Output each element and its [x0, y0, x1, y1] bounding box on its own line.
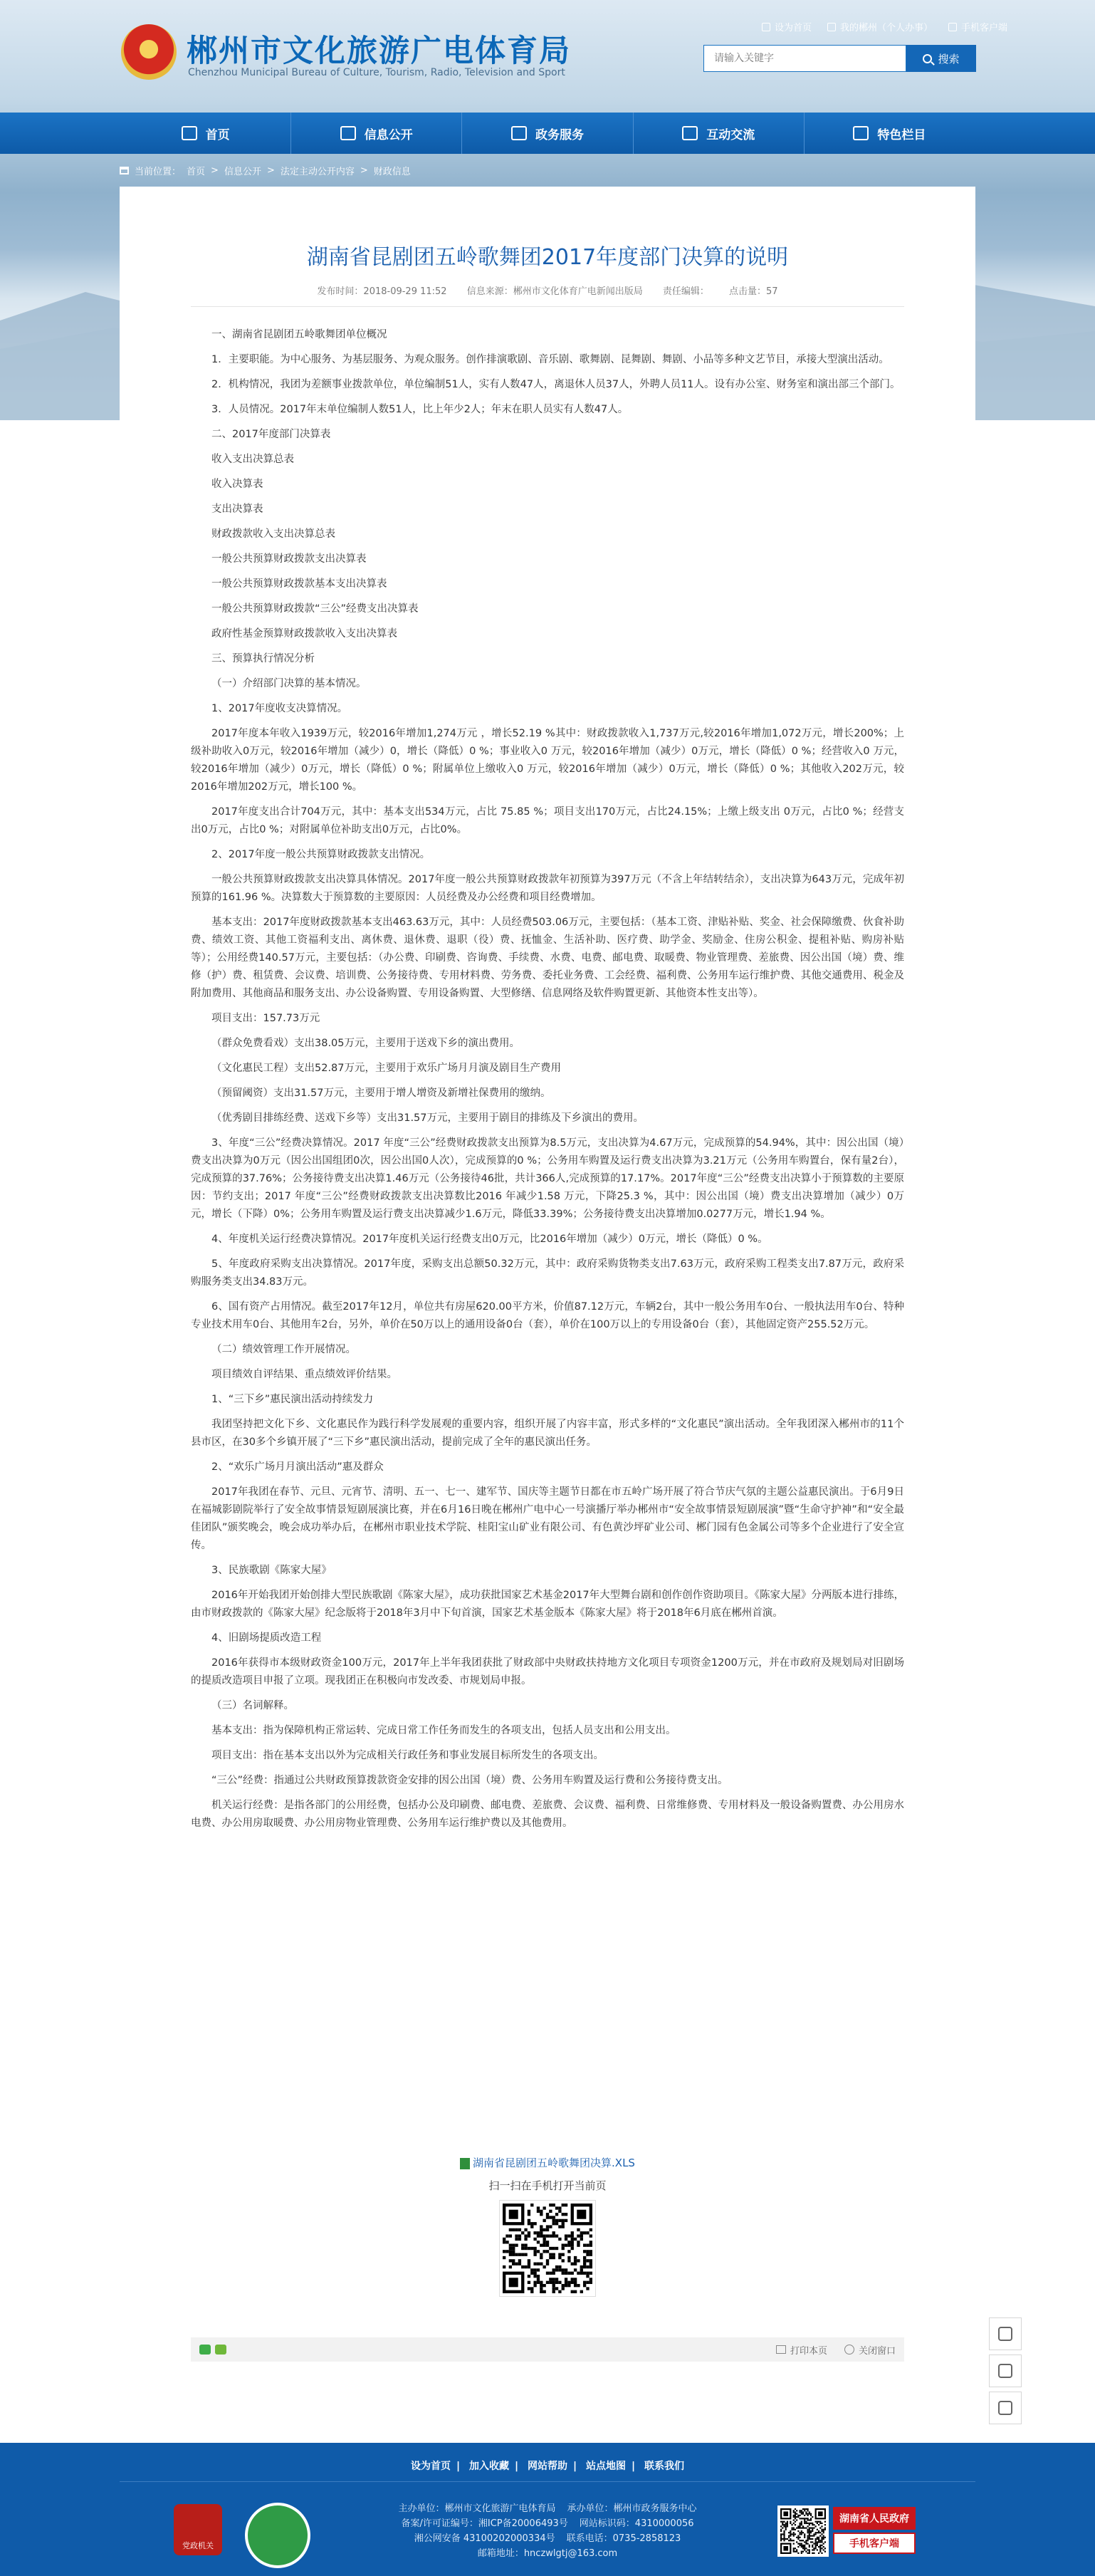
- breadcrumb-prefix: 当前位置：: [135, 166, 182, 177]
- footer-link-sitemap[interactable]: 站点地图: [586, 2461, 626, 2472]
- footer-info: [0, 2501, 1095, 2561]
- close-icon: [844, 2345, 854, 2355]
- excel-file-icon: [460, 2158, 470, 2169]
- search-button[interactable]: 搜索: [906, 45, 976, 72]
- breadcrumb: 当前位置： 首页 > 信息公开 > 法定主动公开内容 > 财政信息: [120, 160, 411, 181]
- moments-share-icon[interactable]: [215, 2345, 226, 2355]
- article-paragraph: 2．机构情况，我团为差额事业拨款单位，单位编制51人，实有人数47人，离退休人员37人，外聘人员11人。设有办公室、财务室和演出部三个部门。: [211, 379, 901, 390]
- page-qr-code: [500, 2201, 595, 2296]
- article-paragraph: （一）介绍部门决算的基本情况。: [211, 678, 367, 689]
- article-paragraph: （文化惠民工程）支出52.87万元，主要用于欢乐广场月月演及剧目生产费用: [211, 1063, 562, 1074]
- article-paragraph: 支出决算表: [211, 504, 263, 515]
- site-title[interactable]: 郴州市文化旅游广电体育局: [187, 33, 571, 69]
- star-icon: [853, 126, 869, 140]
- article-body: [191, 326, 904, 1840]
- article-paragraph: 收入决算表: [211, 479, 263, 490]
- site-footer: [0, 2443, 1095, 2576]
- article-paragraph: 项目绩效自评结果、重点绩效评价结果。: [211, 1369, 397, 1380]
- editor: 责任编辑：: [662, 286, 709, 297]
- footer-link-favorite[interactable]: 加入收藏: [469, 2461, 509, 2472]
- search-icon: [923, 54, 932, 63]
- article-paragraph: 财政拨款收入支出决算总表: [211, 528, 335, 540]
- hit-count: 点击量：57: [729, 286, 778, 297]
- info-source: 信息来源：郴州市文化体育广电新闻出版局: [466, 286, 643, 297]
- footer-link-homepage[interactable]: 设为首页: [411, 2461, 451, 2472]
- top-link-mobile[interactable]: 手机客户端: [948, 20, 1007, 33]
- footer-link-contact[interactable]: 联系我们: [644, 2461, 684, 2472]
- breadcrumb-home[interactable]: 首页: [187, 166, 206, 177]
- article-paragraph: 我团坚持把文化下乡、文化惠民作为践行科学发展观的重要内容，组织开展了内容丰富，形式多样的“文化惠民”演出活动。全年我团深入郴州市的11个县市区，在30多个乡镇开展了“三下乡”惠民演出活动，提前完成了全年的惠民演出任务。: [191, 1419, 904, 1448]
- article-paragraph: 一、湖南省昆剧团五岭歌舞团单位概况: [211, 329, 387, 340]
- article-paragraph: 一般公共预算财政拨款支出决算表: [211, 553, 367, 565]
- attachment-link[interactable]: 湖南省昆剧团五岭歌舞团决算.XLS: [120, 2155, 975, 2170]
- nav-item-featured[interactable]: 特色栏目: [805, 113, 975, 154]
- home-small-icon: [762, 23, 770, 31]
- article-paragraph: 2016年开始我团开始创排大型民族歌剧《陈家大屋》，成功获批国家艺术基金2017年大型舞台剧和创作创作资助项目。《陈家大屋》分两版本进行排练，由市财政拨款的《陈家大屋》纪念版将于2018年3月中下旬首演，国家艺术基金版本《陈家大屋》将于2018年6月底在郴州首演。: [191, 1590, 904, 1619]
- article-paragraph: 6、国有资产占用情况。截至2017年12月，单位共有房屋620.00平方米，价值87.12万元，车辆2台，其中一般公务用车0台、一般执法用车0台、特种专业技术用车0台、其他用车2台，另外，单价在50万以上的通用设备0台（套），单价在100万以上的专用设备0台（套），其他固定资产255.52万元。: [191, 1301, 904, 1330]
- print-button[interactable]: 打印本页: [776, 2343, 827, 2357]
- article-paragraph: 4、旧剧场提质改造工程: [211, 1632, 322, 1644]
- article-paragraph: 收入支出决算总表: [211, 454, 294, 465]
- article-paragraph: （三）名词解释。: [211, 1700, 294, 1711]
- article-paragraph: 2016年获得市本级财政资金100万元，2017年上半年我团获批了财政部中央财政扶持地方文化项目专项资金1200万元，并在市政府及规划局对旧剧场的提质改造项目申报了立项。现我团正在积极向市发改委、市规划局申报。: [191, 1657, 904, 1686]
- article-paragraph: 1．主要职能。为中心服务、为基层服务、为观众服务。创作排演歌剧、音乐剧、歌舞剧、昆舞剧、舞剧、小品等多种文艺节目，承接大型演出活动。: [211, 354, 889, 365]
- nav-item-interaction[interactable]: 互动交流: [634, 113, 805, 154]
- article-paragraph: 1、2017年度收支决算情况。: [211, 703, 348, 714]
- hunan-gov-link[interactable]: 湖南省人民政府: [833, 2507, 916, 2530]
- edit-icon: [511, 126, 527, 140]
- float-back-top-button[interactable]: [989, 2392, 1022, 2424]
- user-icon: [827, 23, 836, 31]
- article-paragraph: 基本支出：2017年度财政拨款基本支出463.63万元，其中：人员经费503.06万元，主要包括：（基本工资、津贴补贴、奖金、社会保障缴费、伙食补助费、绩效工资、其他工资福利支出、离休费、退休费、退职（役）费、抚恤金、生活补助、医疗费、助学金、奖励金、住房公积金、提租补贴、购房补贴等）；公用经费140.57万元，主要包括：（办公费、印刷费、咨询费、手续费、水费、电费、邮电费、取暖费、物业管理费、差旅费、因公出国（境）费、维修（护）费、租赁费、会议费、培训费、公务接待费、专用材料费、劳务费、委托业务费、工会经费、福利费、公务用车运行维护费、其他交通费用、税金及附加费用、其他商品和服务支出、办公设备购置、专用设备购置、大型修缮、信息网络及软件购置更新、其他资本性支出等）。: [191, 917, 904, 999]
- article-meta: [120, 283, 975, 297]
- footer-email: 邮箱地址：hnczwlgtj@163.com: [477, 2548, 618, 2559]
- article-paragraph: 项目支出：指在基本支出以外为完成相关行政任务和事业发展目标所发生的各项支出。: [211, 1750, 604, 1761]
- footer-organizer: 承办单位：郴州市政务服务中心: [567, 2503, 697, 2514]
- print-icon: [776, 2345, 786, 2354]
- breadcrumb-legal[interactable]: 法定主动公开内容: [280, 166, 355, 177]
- article-paragraph: 政府性基金预算财政拨款收入支出决算表: [211, 628, 397, 640]
- hunan-gov-mobile-link[interactable]: 手机客户端: [833, 2533, 916, 2554]
- float-share-button[interactable]: [989, 2355, 1022, 2387]
- nav-item-info[interactable]: 信息公开: [291, 113, 462, 154]
- party-gov-badge[interactable]: 党政机关: [174, 2504, 222, 2555]
- footer-phone: 联系电话：0735-2858123: [566, 2533, 681, 2544]
- footer-sponsor: 主办单位：郴州市文化旅游广电体育局: [398, 2503, 556, 2514]
- article-paragraph: （群众免费看戏）支出38.05万元，主要用于送戏下乡的演出费用。: [211, 1038, 520, 1049]
- article-paragraph: 2、2017年度一般公共预算财政拨款支出情况。: [211, 849, 431, 860]
- footer-divider: [120, 2481, 975, 2482]
- article-paragraph: “三公”经费：指通过公共财政预算拨款资金安排的因公出国（境）费、公务用车购置及运行费和公务接待费支出。: [211, 1775, 728, 1786]
- breadcrumb-info[interactable]: 信息公开: [224, 166, 261, 177]
- wechat-share-icon[interactable]: [199, 2345, 211, 2355]
- footer-site-code: 网站标识码：4310000056: [579, 2518, 694, 2529]
- article-title: 湖南省昆剧团五岭歌舞团2017年度部门决算的说明: [306, 245, 789, 270]
- top-links: [762, 20, 1007, 33]
- weibo-icon: [998, 2327, 1012, 2341]
- article-paragraph: 3、年度“三公”经费决算情况。2017 年度“三公”经费财政拨款支出预算为8.5万元，支出决算为4.67万元，完成预算的54.94%，其中：因公出国（境）费支出决算为0万元（因公出国组团0次，因公出国0人次），完成预算的0 %；公务用车购置及运行费支出决算为3.21万元（公务用车购置台，保有量2台），完成预算的37.76%；公务接待费支出决算1.46万元（公务接待46批，共计366人,完成预算的17.17%。2017年度“三公”经费支出决算小于预算数的主要原因：节约支出；2017 年度“三公”经费财政拨款支出决算数比2016 年减少1.58 万元，下降25.3 %，其中：因公出国（境）费支出决算增加（减少）0万元，增长（下降）0%；公务用车购置及运行费支出决算减少1.6万元，降低33.39%；公务接待费支出决算增加0.0277万元，增长1.94 %。: [191, 1137, 904, 1220]
- mobile-icon: [948, 23, 957, 31]
- float-weibo-button[interactable]: [989, 2317, 1022, 2350]
- title-divider: [191, 306, 904, 307]
- footer-link-help[interactable]: 网站帮助: [528, 2461, 567, 2472]
- footer-links: 设为首页 | 加入收藏 | 网站帮助 | 站点地图 | 联系我们: [411, 2461, 684, 2472]
- article-paragraph: 一般公共预算财政拨款基本支出决算表: [211, 578, 387, 590]
- article-paragraph: （预留阈资）支出31.57万元，主要用于增人增资及新增社保费用的缴纳。: [211, 1088, 551, 1099]
- footer-police-record[interactable]: 湘公网安备 43100202000334号: [414, 2533, 555, 2544]
- arrow-up-icon: [998, 2401, 1012, 2415]
- article-paragraph: 2、“欢乐广场月月演出活动”惠及群众: [211, 1461, 384, 1473]
- article-paragraph: 2017年度本年收入1939万元，较2016年增加1,274万元 ，增长52.19 %其中：财政拨款收入1,737万元,较2016年增加1,072万元，增长200%；上级补助收入0万元，较2016年增加（减少）0，增长（降低）0 %；事业收入0 万元，较2016年增加（减少）0万元，增长（降低）0 %；经营收入0 万元，较2016年增加（减少）0万元，增长（降低）0 %；附属单位上缴收入0 万元，较2016年增加（减少）0万元，增长（降低）0 %；其他收入202万元，较2016年增加202万元，增长100 %。: [191, 728, 904, 793]
- search-input[interactable]: [703, 45, 906, 72]
- top-link-homepage[interactable]: 设为首页: [762, 20, 812, 33]
- info-icon: [340, 126, 356, 140]
- article-paragraph: 3、民族歌剧《陈家大屋》: [211, 1565, 332, 1576]
- article-toolbar: [191, 2337, 904, 2362]
- article-paragraph: （二）绩效管理工作开展情况。: [211, 1344, 356, 1355]
- article-paragraph: 机关运行经费：是指各部门的公用经费，包括办公及印刷费、邮电费、差旅费、会议费、福利费、日常维修费、专用材料及一般设备购置费、办公用房水电费、办公用房取暖费、办公用房物业管理费、公务用车运行维护费以及其他费用。: [191, 1800, 904, 1829]
- national-emblem-icon: [121, 24, 177, 80]
- footer-icp[interactable]: 备案/许可证编号：湘ICP备20006493号: [401, 2518, 568, 2529]
- article-paragraph: 项目支出：157.73万元: [211, 1013, 320, 1024]
- article-paragraph: 3．人员情况。2017年末单位编制人数51人，比上年少2人；年末在职人员实有人数47人。: [211, 404, 629, 415]
- article-paragraph: 2017年我团在春节、元旦、元宵节、清明、五一、七一、建军节、国庆等主题节日都在市五岭广场开展了符合节庆气氛的主题公益惠民演出。于6月9日在福城影剧院举行了安全故事情景短剧展演比赛，并在6月16日晚在郴州广电中心一号演播厅举办郴州市“安全故事情景短剧展演”暨“生命守护神”和“安全最佳团队”颁奖晚会，晚会成功举办后，在郴州市职业技术学院、桂阳宝山矿业有限公司、有色黄沙坪矿业公司、郴门园有色金属公司等多个企业进行了安全宣传。: [191, 1486, 904, 1551]
- site-subtitle: Chenzhou Municipal Bureau of Culture, Tourism, Radio, Television and Sport: [188, 67, 565, 78]
- article-paragraph: 一般公共预算财政拨款“三公”经费支出决算表: [211, 603, 419, 615]
- article-paragraph: 一般公共预算财政拨款支出决算具体情况。2017年度一般公共预算财政拨款年初预算为397万元（不含上年结转结余），支出决算为643万元，完成年初预算的161.96 %。决算数大于预算数的主要原因：人员经费及办公经费和项目经费增加。: [191, 874, 904, 903]
- main-nav: [0, 113, 1095, 154]
- article-paragraph: 基本支出：指为保障机构正常运转、完成日常工作任务而发生的各项支出，包括人员支出和公用支出。: [211, 1725, 676, 1736]
- footer-qr-code: [777, 2505, 829, 2557]
- nav-item-home[interactable]: 首页: [120, 113, 291, 154]
- home-icon: [182, 126, 197, 140]
- article-paragraph: 4、年度机关运行经费决算情况。2017年度机关运行经费支出0万元，比2016年增加（减少）0万元，增长（降低）0 %。: [211, 1234, 768, 1245]
- article-paragraph: 二、2017年度部门决算表: [211, 429, 331, 440]
- share-icon: [998, 2364, 1012, 2378]
- article-paragraph: 5、年度政府采购支出决算情况。2017年度，采购支出总额50.32万元，其中：政府采购货物类支出7.63万元，政府采购工程类支出7.87万元，政府采购服务类支出34.83万元。: [191, 1258, 904, 1288]
- close-window-button[interactable]: 关闭窗口: [844, 2343, 896, 2357]
- breadcrumb-finance[interactable]: 财政信息: [373, 166, 411, 177]
- article-paragraph: 1、“三下乡”惠民演出活动持续发力: [211, 1394, 374, 1405]
- top-link-personal[interactable]: 我的郴州（个人办事）: [827, 20, 933, 33]
- location-icon: [120, 167, 129, 174]
- article-paragraph: 三、预算执行情况分析: [211, 653, 315, 664]
- qr-label: 扫一扫在手机打开当前页: [488, 2179, 607, 2192]
- article-paragraph: 2017年度支出合计704万元，其中：基本支出534万元，占比 75.85 %；项目支出170万元，占比24.15%；上缴上级支出 0万元，占比0 %；经营支出0万元，占比0 %；对附属单位补助支出0万元，占比0%。: [191, 806, 904, 835]
- chat-icon: [682, 126, 698, 140]
- nav-item-service[interactable]: 政务服务: [462, 113, 633, 154]
- site-header: [0, 0, 1095, 113]
- article-panel: [120, 187, 975, 2369]
- publish-time: 发布时间：2018-09-29 11:52: [317, 286, 447, 297]
- article-paragraph: （优秀剧目排练经费、送戏下乡等）支出31.57万元，主要用于剧目的排练及下乡演出的费用。: [211, 1112, 644, 1124]
